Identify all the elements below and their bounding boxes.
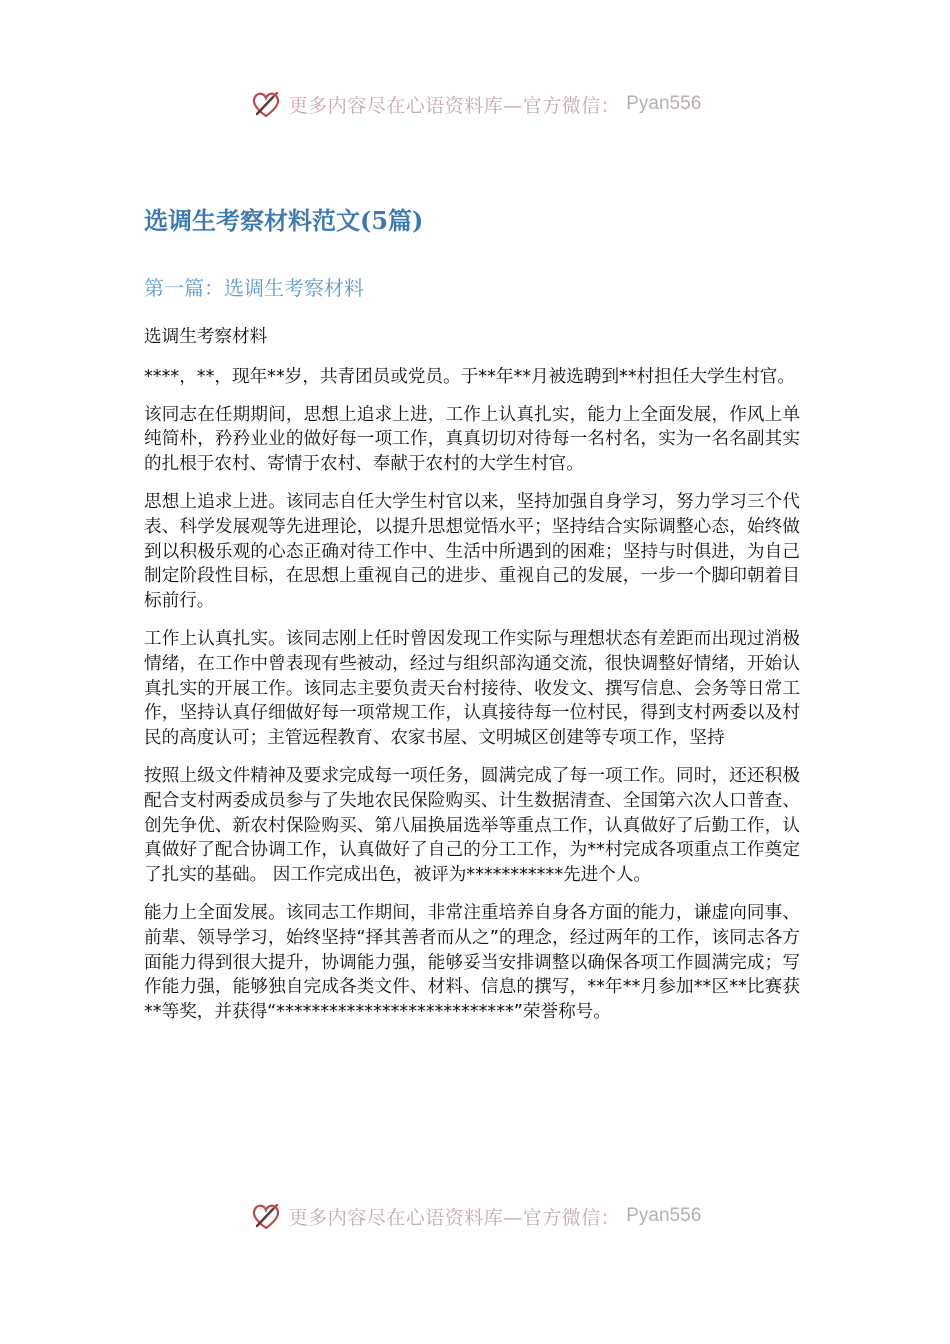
section-heading: 第一篇：选调生考察材料 [144,276,364,300]
document-body [144,325,800,1038]
paragraph-tasks: 按照上级文件精神及要求完成每一项任务，圆满完成了每一项工作。同时，还还积极配合支村两委成员参与了失地农民保险购买、计生数据清查、全国第六次人口普查、创先争优、新农村保险购买、第八届换届选举等重点工作，认真做好了后勤工作，认真做好了配合协调工作，认真做好了自己的分工工作，为**村完成各项重点工作奠定了扎实的基础。 因工作完成出色，被评为***********先进个人。 [144,765,800,886]
document-title: 选调生考察材料范文(5篇) [144,206,424,235]
heart-pen-logo-icon [249,1199,283,1233]
watermark-contact: Pyan556 [626,1205,702,1226]
header-watermark [0,84,950,124]
heart-pen-logo-icon [249,87,283,121]
paragraph-ideology: 思想上追求上进。该同志自任大学生村官以来，坚持加强自身学习，努力学习三个代表、科学发展观等先进理论，以提升思想觉悟水平；坚持结合实际调整心态，始终做到以积极乐观的心态正确对待工作中、生活中所遇到的困难；坚持与时俱进，为自己制定阶段性目标，在思想上重视自己的进步、重视自己的发展，一步一个脚印朝着目标前行。 [144,491,800,612]
paragraph-work: 工作上认真扎实。该同志刚上任时曾因发现工作实际与理想状态有差距而出现过消极情绪，在工作中曾表现有些被动，经过与组织部沟通交流，很快调整好情绪，开始认真扎实的开展工作。该同志主要负责天台村接待、收发文、撰写信息、会务等日常工作，坚持认真仔细做好每一项常规工作，认真接待每一位村民，得到支村两委以及村民的高度认可；主管远程教育、农家书屋、文明城区创建等专项工作，坚持 [144,628,800,749]
paragraph-ability: 能力上全面发展。该同志工作期间，非常注重培养自身各方面的能力，谦虚向同事、前辈、领导学习，始终坚持“择其善者而从之”的理念，经过两年的工作，该同志各方面能力得到很大提升，协调能力强，能够妥当安排调整以确保各项工作圆满完成；写作能力强，能够独自完成各类文件、材料、信息的撰写，**年**月参加**区**比赛获**等奖，并获得“***************************”荣誉称号。 [144,902,800,1023]
paragraph-subtitle: 选调生考察材料 [144,327,268,347]
watermark-contact: Pyan556 [626,93,702,114]
watermark-text: 更多内容尽在心语资料库—官方微信： [288,1206,621,1229]
watermark-text: 更多内容尽在心语资料库—官方微信： [288,94,621,117]
footer-watermark [0,1196,950,1236]
paragraph-summary: 该同志在任期期间，思想上追求上进，工作上认真扎实，能力上全面发展，作风上单纯简朴，矜矜业业的做好每一项工作，真真切切对待每一名村名，实为一名名副其实的扎根于农村、寄情于农村、奉献于农村的大学生村官。 [144,404,800,475]
paragraph-intro: ****，**，现年**岁，共青团员或党员。于**年**月被选聘到**村担任大学生村官。 [144,366,795,387]
